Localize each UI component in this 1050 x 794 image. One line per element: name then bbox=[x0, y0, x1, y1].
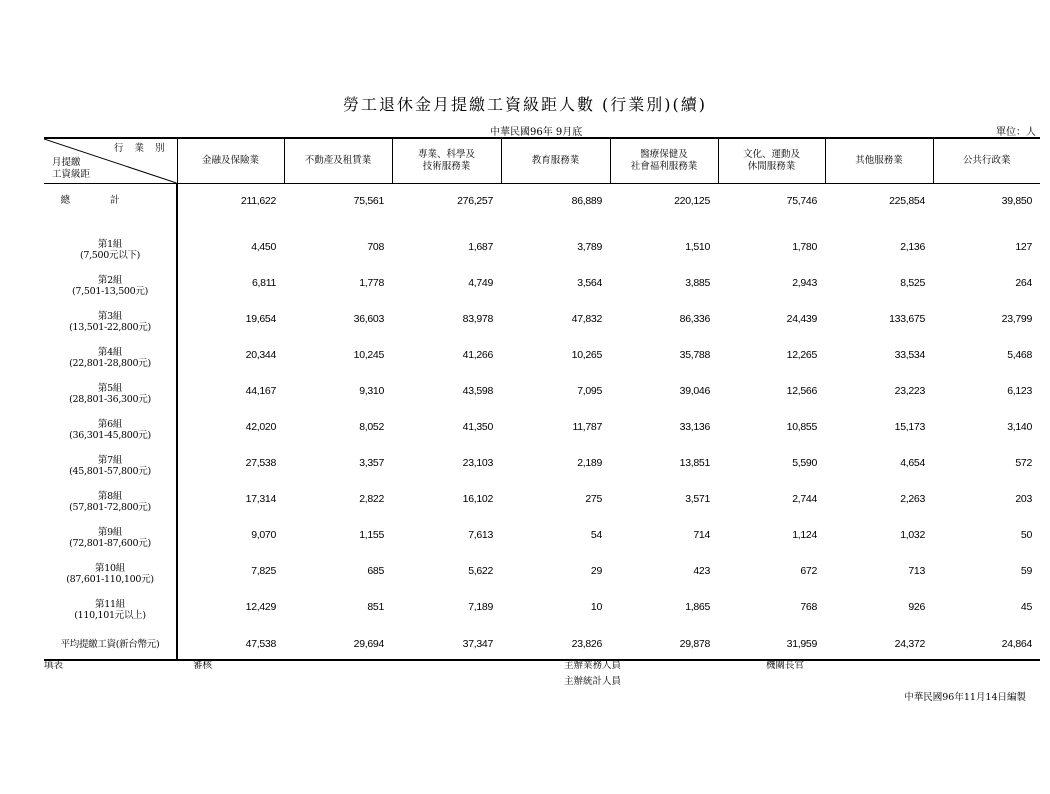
table-cell: 15,173 bbox=[894, 421, 925, 433]
table-cell: 43,598 bbox=[462, 385, 493, 397]
corner-header bbox=[44, 138, 177, 184]
total-label: 總計 bbox=[44, 184, 177, 234]
col-header: 醫療保健及 社會福利服務業 bbox=[610, 138, 718, 184]
table-cell: 12,429 bbox=[245, 601, 276, 613]
table-cell: 2,744 bbox=[792, 493, 817, 505]
table-cell: 5,468 bbox=[1007, 349, 1032, 361]
group-name: 第5組 bbox=[97, 383, 123, 394]
table-cell: 685 bbox=[367, 565, 384, 577]
group-name: 第11組 bbox=[95, 599, 125, 610]
table-cell: 47,832 bbox=[571, 313, 602, 325]
group-label bbox=[44, 593, 177, 629]
table-cell: 1,780 bbox=[792, 241, 817, 253]
table-cell: 1,155 bbox=[359, 529, 384, 541]
table-cell: 1,510 bbox=[685, 241, 710, 253]
group-range: (13,501-22,800元) bbox=[69, 322, 151, 333]
table-cell: 6,811 bbox=[252, 277, 276, 289]
stat-staff-label: 主辦統計人員 bbox=[564, 676, 622, 687]
wage-axis-label: 月提繳 工資級距 bbox=[52, 157, 91, 180]
table-cell: 3,564 bbox=[577, 277, 602, 289]
table-cell: 4,654 bbox=[900, 457, 925, 469]
table-cell: 7,095 bbox=[577, 385, 602, 397]
table-cell: 83,978 bbox=[462, 313, 493, 325]
table-row bbox=[44, 341, 1040, 377]
table-cell: 9,070 bbox=[251, 529, 276, 541]
table-cell: 37,347 bbox=[392, 629, 501, 660]
table-row bbox=[44, 449, 1040, 485]
table-cell: 1,865 bbox=[685, 601, 710, 613]
table-cell: 13,851 bbox=[679, 457, 710, 469]
table-row bbox=[44, 377, 1040, 413]
table-cell: 220,125 bbox=[674, 195, 710, 207]
table-cell: 127 bbox=[1015, 241, 1032, 253]
table-cell: 3,357 bbox=[359, 457, 384, 469]
table-row bbox=[44, 233, 1040, 269]
table-cell: 276,257 bbox=[457, 195, 493, 207]
data-table bbox=[44, 137, 1040, 661]
group-label bbox=[44, 305, 177, 341]
table-cell: 7,189 bbox=[468, 601, 493, 613]
group-label bbox=[44, 341, 177, 377]
group-name: 第1組 bbox=[97, 239, 123, 250]
table-cell: 2,136 bbox=[900, 241, 925, 253]
col-header: 公共行政業 bbox=[933, 138, 1040, 184]
group-label bbox=[44, 413, 177, 449]
table-cell: 4,450 bbox=[251, 241, 276, 253]
group-label bbox=[44, 377, 177, 413]
group-label bbox=[44, 269, 177, 305]
table-cell: 20,344 bbox=[245, 349, 276, 361]
table-cell: 33,534 bbox=[894, 349, 925, 361]
group-name: 第6組 bbox=[97, 419, 123, 430]
group-label bbox=[44, 233, 177, 269]
table-cell: 264 bbox=[1015, 277, 1032, 289]
col-header: 文化、運動及 休閒服務業 bbox=[718, 138, 825, 184]
table-row bbox=[44, 521, 1040, 557]
group-label bbox=[44, 485, 177, 521]
table-cell: 17,314 bbox=[245, 493, 276, 505]
average-label: 平均提繳工資(新台幣元) bbox=[44, 629, 177, 660]
table-cell: 10,855 bbox=[786, 421, 817, 433]
table-cell: 24,864 bbox=[933, 629, 1040, 660]
table-row bbox=[44, 305, 1040, 341]
group-range: (87,601-110,100元) bbox=[66, 574, 154, 585]
table-cell: 3,571 bbox=[685, 493, 710, 505]
table-cell: 50 bbox=[1020, 529, 1032, 541]
table-row bbox=[44, 485, 1040, 521]
table-cell: 54 bbox=[590, 529, 602, 541]
table-cell: 3,885 bbox=[685, 277, 710, 289]
table-cell: 8,525 bbox=[900, 277, 925, 289]
table-cell: 708 bbox=[367, 241, 384, 253]
table-cell: 27,538 bbox=[245, 457, 276, 469]
group-name: 第10組 bbox=[95, 563, 125, 574]
table-row bbox=[44, 269, 1040, 305]
table-cell: 7,825 bbox=[251, 565, 276, 577]
table-cell: 713 bbox=[908, 565, 925, 577]
table-cell: 42,020 bbox=[245, 421, 276, 433]
compiled-date: 中華民國96年11月14日編製 bbox=[904, 692, 1026, 703]
table-cell: 86,336 bbox=[679, 313, 710, 325]
table-cell: 23,223 bbox=[894, 385, 925, 397]
group-label bbox=[44, 449, 177, 485]
table-cell: 75,561 bbox=[353, 195, 384, 207]
table-cell: 1,124 bbox=[792, 529, 817, 541]
table-cell: 31,959 bbox=[718, 629, 825, 660]
table-cell: 3,140 bbox=[1007, 421, 1032, 433]
table-cell: 1,687 bbox=[468, 241, 493, 253]
group-name: 第8組 bbox=[97, 491, 123, 502]
table-cell: 11,787 bbox=[572, 421, 602, 433]
industry-axis-label: 行 業 別 bbox=[113, 143, 169, 154]
table-cell: 1,778 bbox=[359, 277, 384, 289]
business-staff-label: 主辦業務人員 bbox=[564, 660, 622, 671]
table-row bbox=[44, 557, 1040, 593]
table-cell: 29,878 bbox=[610, 629, 718, 660]
table-cell: 211,622 bbox=[240, 195, 276, 207]
group-name: 第4組 bbox=[97, 347, 123, 358]
table-cell: 851 bbox=[367, 601, 384, 613]
table-cell: 39,850 bbox=[1001, 195, 1032, 207]
table-cell: 2,943 bbox=[792, 277, 817, 289]
table-cell: 36,603 bbox=[353, 313, 384, 325]
table-cell: 275 bbox=[585, 493, 602, 505]
group-range: (7,501-13,500元) bbox=[71, 286, 149, 297]
table-cell: 16,102 bbox=[462, 493, 493, 505]
header-row bbox=[44, 138, 1040, 184]
table-cell: 41,350 bbox=[462, 421, 493, 433]
group-name: 第3組 bbox=[97, 311, 123, 322]
group-range: (22,801-28,800元) bbox=[69, 358, 151, 369]
table-cell: 926 bbox=[908, 601, 925, 613]
col-header: 不動產及租賃業 bbox=[284, 138, 392, 184]
table-cell: 3,789 bbox=[577, 241, 602, 253]
group-range: (110,101元以上) bbox=[74, 610, 146, 621]
table-cell: 23,826 bbox=[501, 629, 610, 660]
table-cell: 39,046 bbox=[679, 385, 710, 397]
table-cell: 35,788 bbox=[679, 349, 710, 361]
average-row bbox=[44, 629, 1040, 660]
group-name: 第2組 bbox=[97, 275, 123, 286]
reviewed-by-label: 審核 bbox=[193, 660, 213, 671]
table-cell: 44,167 bbox=[245, 385, 276, 397]
col-header: 專業、科學及 技術服務業 bbox=[392, 138, 501, 184]
table-cell: 4,749 bbox=[468, 277, 493, 289]
table-cell: 19,654 bbox=[245, 313, 276, 325]
table-cell: 29 bbox=[590, 565, 602, 577]
table-row bbox=[44, 413, 1040, 449]
table-cell: 10,265 bbox=[571, 349, 602, 361]
group-label bbox=[44, 557, 177, 593]
table-cell: 768 bbox=[800, 601, 817, 613]
table-cell: 2,189 bbox=[577, 457, 602, 469]
table-cell: 10,245 bbox=[353, 349, 384, 361]
table-cell: 423 bbox=[693, 565, 710, 577]
table-cell: 86,889 bbox=[571, 195, 602, 207]
table-cell: 33,136 bbox=[679, 421, 710, 433]
table-cell: 2,822 bbox=[359, 493, 384, 505]
table-cell: 203 bbox=[1015, 493, 1032, 505]
table-cell: 12,265 bbox=[786, 349, 817, 361]
table-cell: 133,675 bbox=[889, 313, 925, 325]
table-cell: 7,613 bbox=[468, 529, 493, 541]
agency-head-label: 機關長官 bbox=[766, 660, 805, 671]
table-cell: 9,310 bbox=[359, 385, 384, 397]
table-cell: 714 bbox=[693, 529, 710, 541]
unit-label: 單位：人 bbox=[996, 127, 1036, 138]
table-cell: 2,263 bbox=[900, 493, 925, 505]
group-range: (36,301-45,800元) bbox=[69, 430, 151, 441]
total-row bbox=[44, 184, 1040, 234]
table-cell: 1,032 bbox=[900, 529, 925, 541]
table-cell: 6,123 bbox=[1007, 385, 1032, 397]
table-cell: 23,103 bbox=[462, 457, 493, 469]
col-header: 其他服務業 bbox=[825, 138, 933, 184]
table-cell: 12,566 bbox=[786, 385, 817, 397]
group-range: (7,500元以下) bbox=[79, 250, 141, 261]
table-cell: 75,746 bbox=[786, 195, 817, 207]
col-header: 金融及保險業 bbox=[177, 138, 284, 184]
table-cell: 5,590 bbox=[792, 457, 817, 469]
table-cell: 29,694 bbox=[284, 629, 392, 660]
table-cell: 572 bbox=[1015, 457, 1032, 469]
table-cell: 41,266 bbox=[462, 349, 493, 361]
group-name: 第7組 bbox=[97, 455, 123, 466]
table-cell: 23,799 bbox=[1001, 313, 1032, 325]
table-cell: 24,439 bbox=[786, 313, 817, 325]
group-range: (28,801-36,300元) bbox=[69, 394, 151, 405]
table-cell: 225,854 bbox=[889, 195, 925, 207]
table-cell: 672 bbox=[800, 565, 817, 577]
table-row bbox=[44, 593, 1040, 629]
table-cell: 24,372 bbox=[825, 629, 933, 660]
report-date: 中華民國96年 9月底 bbox=[490, 127, 583, 138]
table-cell: 47,538 bbox=[177, 629, 284, 660]
table-cell: 8,052 bbox=[359, 421, 384, 433]
group-label bbox=[44, 521, 177, 557]
group-range: (72,801-87,600元) bbox=[69, 538, 151, 549]
table-cell: 45 bbox=[1020, 601, 1032, 613]
group-name: 第9組 bbox=[97, 527, 123, 538]
col-header: 教育服務業 bbox=[501, 138, 610, 184]
report-title: 勞工退休金月提繳工資級距人數 (行業別)(續) bbox=[342, 95, 708, 114]
group-range: (45,801-57,800元) bbox=[69, 466, 151, 477]
table-cell: 10 bbox=[590, 601, 602, 613]
group-range: (57,801-72,800元) bbox=[69, 502, 151, 513]
prepared-by-label: 填表 bbox=[44, 660, 64, 671]
table-cell: 59 bbox=[1020, 565, 1032, 577]
table-cell: 5,622 bbox=[468, 565, 493, 577]
